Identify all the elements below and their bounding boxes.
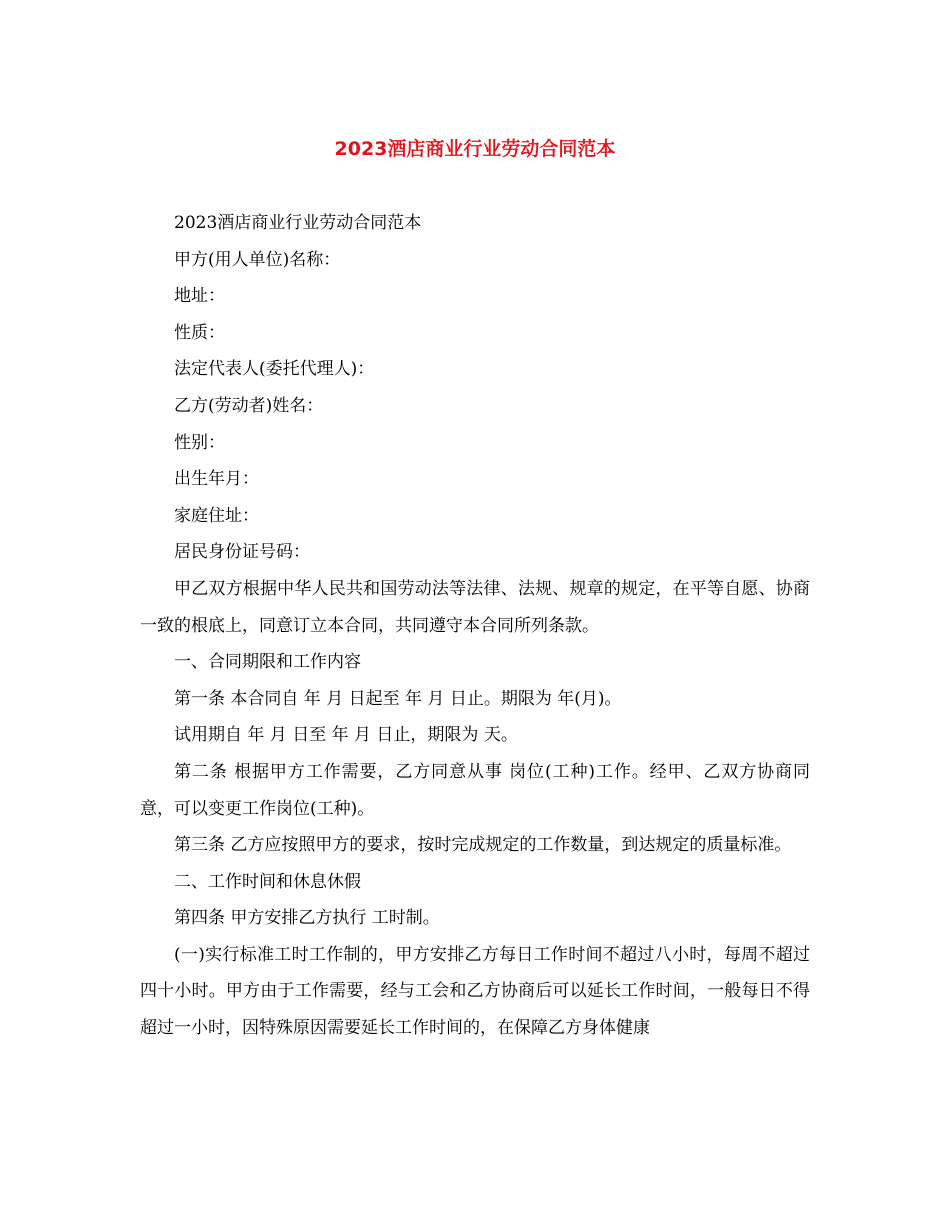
paragraph-article-3: 第三条 乙方应按照甲方的要求，按时完成规定的工作数量，到达规定的质量标准。: [174, 835, 792, 856]
paragraph-party-b-name: 乙方(劳动者)姓名：: [174, 395, 324, 416]
paragraph-party-a-name: 甲方(用人单位)名称：: [174, 249, 341, 270]
paragraph-address: 地址：: [174, 286, 225, 307]
section-heading-term: 一、合同期限和工作内容: [174, 652, 361, 673]
paragraph-gender: 性别：: [174, 432, 225, 453]
paragraph-id-number: 居民身份证号码：: [174, 542, 310, 563]
paragraph-preamble: 甲乙双方根据中华人民共和国劳动法等法律、法规、规章的规定，在平等自愿、协商一致的根底上，同意订立本合同，共同遵守本合同所列条款。: [140, 578, 810, 636]
paragraph-standard-hours: (一)实行标准工时工作制的，甲方安排乙方每日工作时间不超过八小时，每周不超过四十小时。甲方由于工作需要，经与工会和乙方协商后可以延长工作时间，一般每日不得超过一小时，因特殊原因需要延长工作时间的，在保障乙方身体健康: [140, 944, 810, 1039]
paragraph-nature: 性质：: [174, 322, 225, 343]
paragraph-heading: 2023酒店商业行业劳动合同范本: [174, 213, 422, 233]
document-body: [140, 205, 810, 1047]
document-title: 2023酒店商业行业劳动合同范本: [334, 138, 616, 160]
paragraph-article-1: 第一条 本合同自 年 月 日起至 年 月 日止。期限为 年(月)。: [174, 688, 622, 709]
section-heading-working-hours: 二、工作时间和休息休假: [174, 871, 361, 892]
paragraph-article-4: 第四条 甲方安排乙方执行 工时制。: [174, 908, 440, 929]
paragraph-home-address: 家庭住址：: [174, 505, 259, 526]
paragraph-birth-date: 出生年月：: [174, 469, 259, 490]
paragraph-article-2: 第二条 根据甲方工作需要，乙方同意从事 岗位(工种)工作。经甲、乙双方协商同意，可以变更工作岗位(工种)。: [140, 761, 810, 819]
paragraph-probation: 试用期自 年 月 日至 年 月 日止，期限为 天。: [174, 725, 518, 746]
paragraph-legal-representative: 法定代表人(委托代理人)：: [174, 359, 375, 380]
